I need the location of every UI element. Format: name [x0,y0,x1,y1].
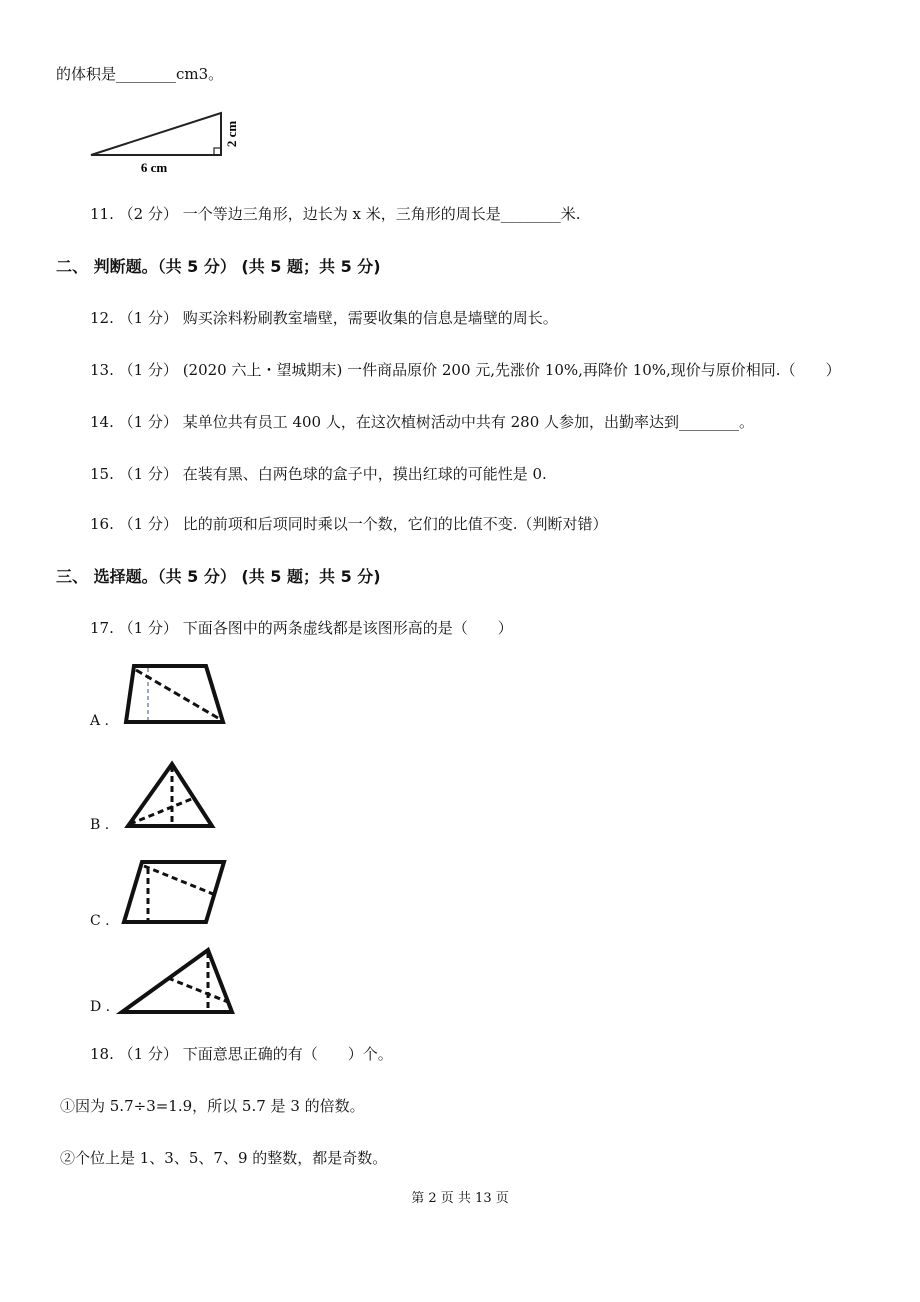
statement-1: ①因为 5.7÷3=1.9，所以 5.7 是 3 的倍数。 [60,1097,365,1115]
option-a-trapezoid-figure [118,660,230,728]
option-c-parallelogram-figure [118,856,230,928]
option-b-label: B . [90,817,110,833]
option-c-label: C . [90,913,110,929]
option-d-triangle-figure [116,944,238,1018]
option-b-triangle-figure [122,758,218,834]
continuation-line: 的体积是________cm3。 [56,65,224,83]
page-footer: 第 2 页 共 13 页 [411,1191,509,1206]
question-17: 17. （1 分） 下面各图中的两条虚线都是该图形高的是（ ） [90,619,513,637]
height-label: 2 cm [224,120,239,148]
question-13: 13. （1 分） (2020 六上・望城期末) 一件商品原价 200 元,先涨价 10%,再降价 10%,现价与原价相同.（ ） [90,361,841,379]
option-a-label: A . [90,713,110,729]
right-triangle-figure [86,108,256,180]
question-14: 14. （1 分） 某单位共有员工 400 人，在这次植树活动中共有 280 人参加，出勤率达到________。 [90,413,755,431]
statement-2: ②个位上是 1、3、5、7、9 的整数，都是奇数。 [60,1149,388,1167]
question-18: 18. （1 分） 下面意思正确的有（ ）个。 [90,1045,393,1063]
question-12: 12. （1 分） 购买涂料粉刷教室墙壁，需要收集的信息是墙壁的周长。 [90,309,558,327]
section-header-choice: 三、 选择题。（共 5 分） (共 5 题；共 5 分) [56,567,381,586]
section-header-judgement: 二、 判断题。（共 5 分） (共 5 题；共 5 分) [56,257,381,276]
question-11: 11. （2 分） 一个等边三角形，边长为 x 米，三角形的周长是________米. [90,205,581,223]
question-15: 15. （1 分） 在装有黑、白两色球的盒子中，摸出红球的可能性是 0. [90,465,547,483]
question-16: 16. （1 分） 比的前项和后项同时乘以一个数，它们的比值不变.（判断对错） [90,515,608,533]
option-d-label: D . [90,999,111,1015]
base-label: 6 cm [140,160,168,175]
